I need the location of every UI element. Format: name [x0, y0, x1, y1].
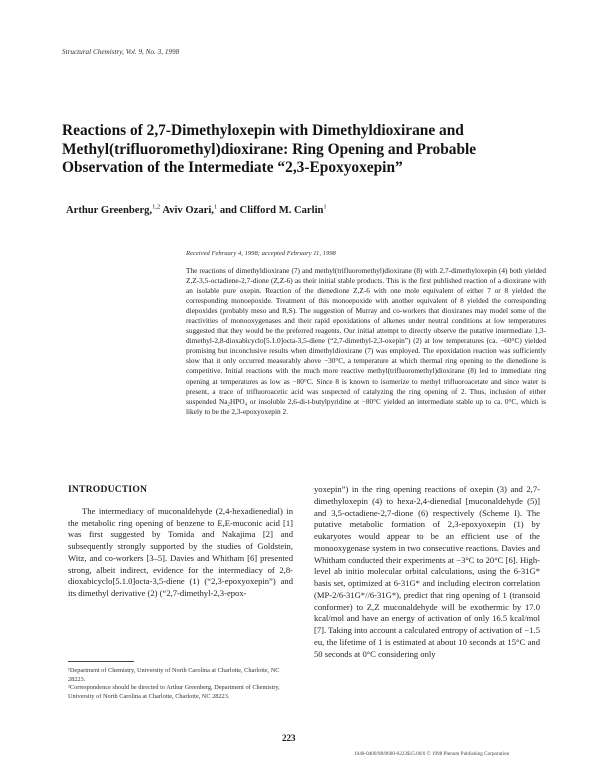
article-title: Reactions of 2,7-Dimethyloxepin with Dimethyldioxirane and Methyl(trifluoromethyl)dioxirane: Ring Opening and Probable Observation of the Intermediate “2,3-Epoxyoxepin” [62, 122, 477, 177]
author-list [66, 205, 327, 216]
author-name: Arthur Greenberg, [66, 205, 153, 216]
copyright-line: 1040-0400/98/0600-0223$15.00/0 © 1998 Plenum Publishing Corporation [354, 751, 510, 757]
section-heading: INTRODUCTION [68, 484, 148, 495]
intro-paragraph-continued: yoxepin”) in the ring opening reactions of oxepin (3) and 2,7-dimethyloxepin (4) to hexa-2,4-dienedial [muconaldehyde (5)] and 3,5-octadiene-2,7-dione (6) respectively (Scheme I). The putative metabolic formation of 2,3-epoxyoxepin (1) by eukaryotes would appear to be an efficient use of the monooxygenase system in two consecutive reactions. Davies and Whitham conducted their experiments at −3°C to 20°C [6]. High-level ab initio molecular orbital calculations, using the 6-31G* basis set, optimized at 6-31G* and including electron correlation (MP-2/6-31G*//6-31G*), predict that ring opening of 1 (transoid conformer) to Z,Z muconaldehyde will be exothermic by 17.0 kcal/mol and have an energy of activation of only 16.5 kcal/mol [7]. Taking into account a calculated entropy of activation of −1.5 eu, the lifetime of 1 is estimated at about 10 seconds at 15°C and 50 seconds at 0°C considering only [314, 484, 541, 659]
affiliation-mark: 1,2 [152, 203, 161, 211]
footnote: ¹Department of Chemistry, University of North Carolina at Charlotte, Charlotte, NC 28223. [68, 667, 280, 683]
footnote: ²Correspondence should be directed to Arthur Greenberg, Department of Chemistry, University of North Carolina at Charlotte, Charlotte, NC 28223. [68, 684, 280, 700]
intro-right-column [314, 484, 540, 660]
footnotes [68, 667, 294, 701]
affiliation-mark: 1 [213, 203, 218, 211]
intro-paragraph: The intermediacy of muconaldehyde (2,4-hexadienedial) in the metabolic ring opening of benzene to E,E-muconic acid [1] was first suggested by Tomida and Nakajima [2] and subsequently strongly supported by the studies of Goldstein, Witz, and co-workers [3–5]. Davies and Whitham [6] presented strong, albeit indirect, evidence for the intermediacy of 2,8-dioxabicyclo[5.1.0]octa-3,5-diene (1) (“2,3-epoxyoxepin”) and its dimethyl derivative (2) (“2,7-dimethyl-2,3-epox- [68, 506, 293, 598]
author-name: Aviv Ozari, [162, 205, 214, 216]
page-number: 223 [282, 733, 296, 743]
intro-left-column [68, 506, 293, 600]
received-dates: Received February 4, 1998; accepted February 11, 1998 [186, 250, 336, 257]
author-name: and Clifford M. Carlin [219, 205, 324, 216]
footnote-divider [68, 661, 134, 662]
affiliation-mark: 1 [323, 203, 327, 211]
abstract: The reactions of dimethyldioxirane (7) and methyl(trifluoromethyl)dioxirane (8) with 2,7-dimethyloxepin (4) both yielded Z,Z-3,5-octadiene-2,7-dione (Z,Z-6) as their initial stable products. This is the first published reaction of a dioxirane with an isolable pure oxepin. Reaction of the dienedione Z,Z-6 with one mole equivalent of either 7 or 8 yielded the corresponding monoepoxide. Treatment of this monoepoxide with another equivalent of 8 yielded the corresponding diepoxides (probably meso and R,S). The suggestion of Murray and co-workers that dioxiranes may model some of the reactivities of monooxygenases and their rapid epoxidations of alkenes under neutral conditions at low temperatures suggested that they would be the preferred reagents. Our initial attempt to directly observe the putative intermediate 1,3-dimethyl-2,8-dioxabicyclo[5.1.0]octa-3,5-diene (“2,7-dimethyl-2,3-oxepin”) (2) at low temperatures (ca. −60°C) yielded promising but inconclusive results when dimethyldioxirane (7) was employed. The epoxidation reaction was sufficiently slow that it only occurred measurably above −30°C, a temperature at which thermal ring opening to the dienedione is competitive. Initial reactions with the much more reactive methyl(trifluoromethyl)dioxirane (8) led to immediate ring opening at temperatures as low as −80°C. Since 8 is known to isomerize to methyl trifluoroacetate and since water is present, a trace of trifluoroacetic acid was suspected of catalyzing the ring opening of 2. Thus, inclusion of either suspended Na₂HPO₄ or insoluble 2,6-di-t-butylpyridine at −80°C yielded an intermediate stable up to ca. 0°C, which is likely to be the 2,3-epoxyoxepin 2. [186, 266, 546, 416]
journal-citation: Structural Chemistry, Vol. 9, No. 3, 1998 [62, 48, 180, 56]
